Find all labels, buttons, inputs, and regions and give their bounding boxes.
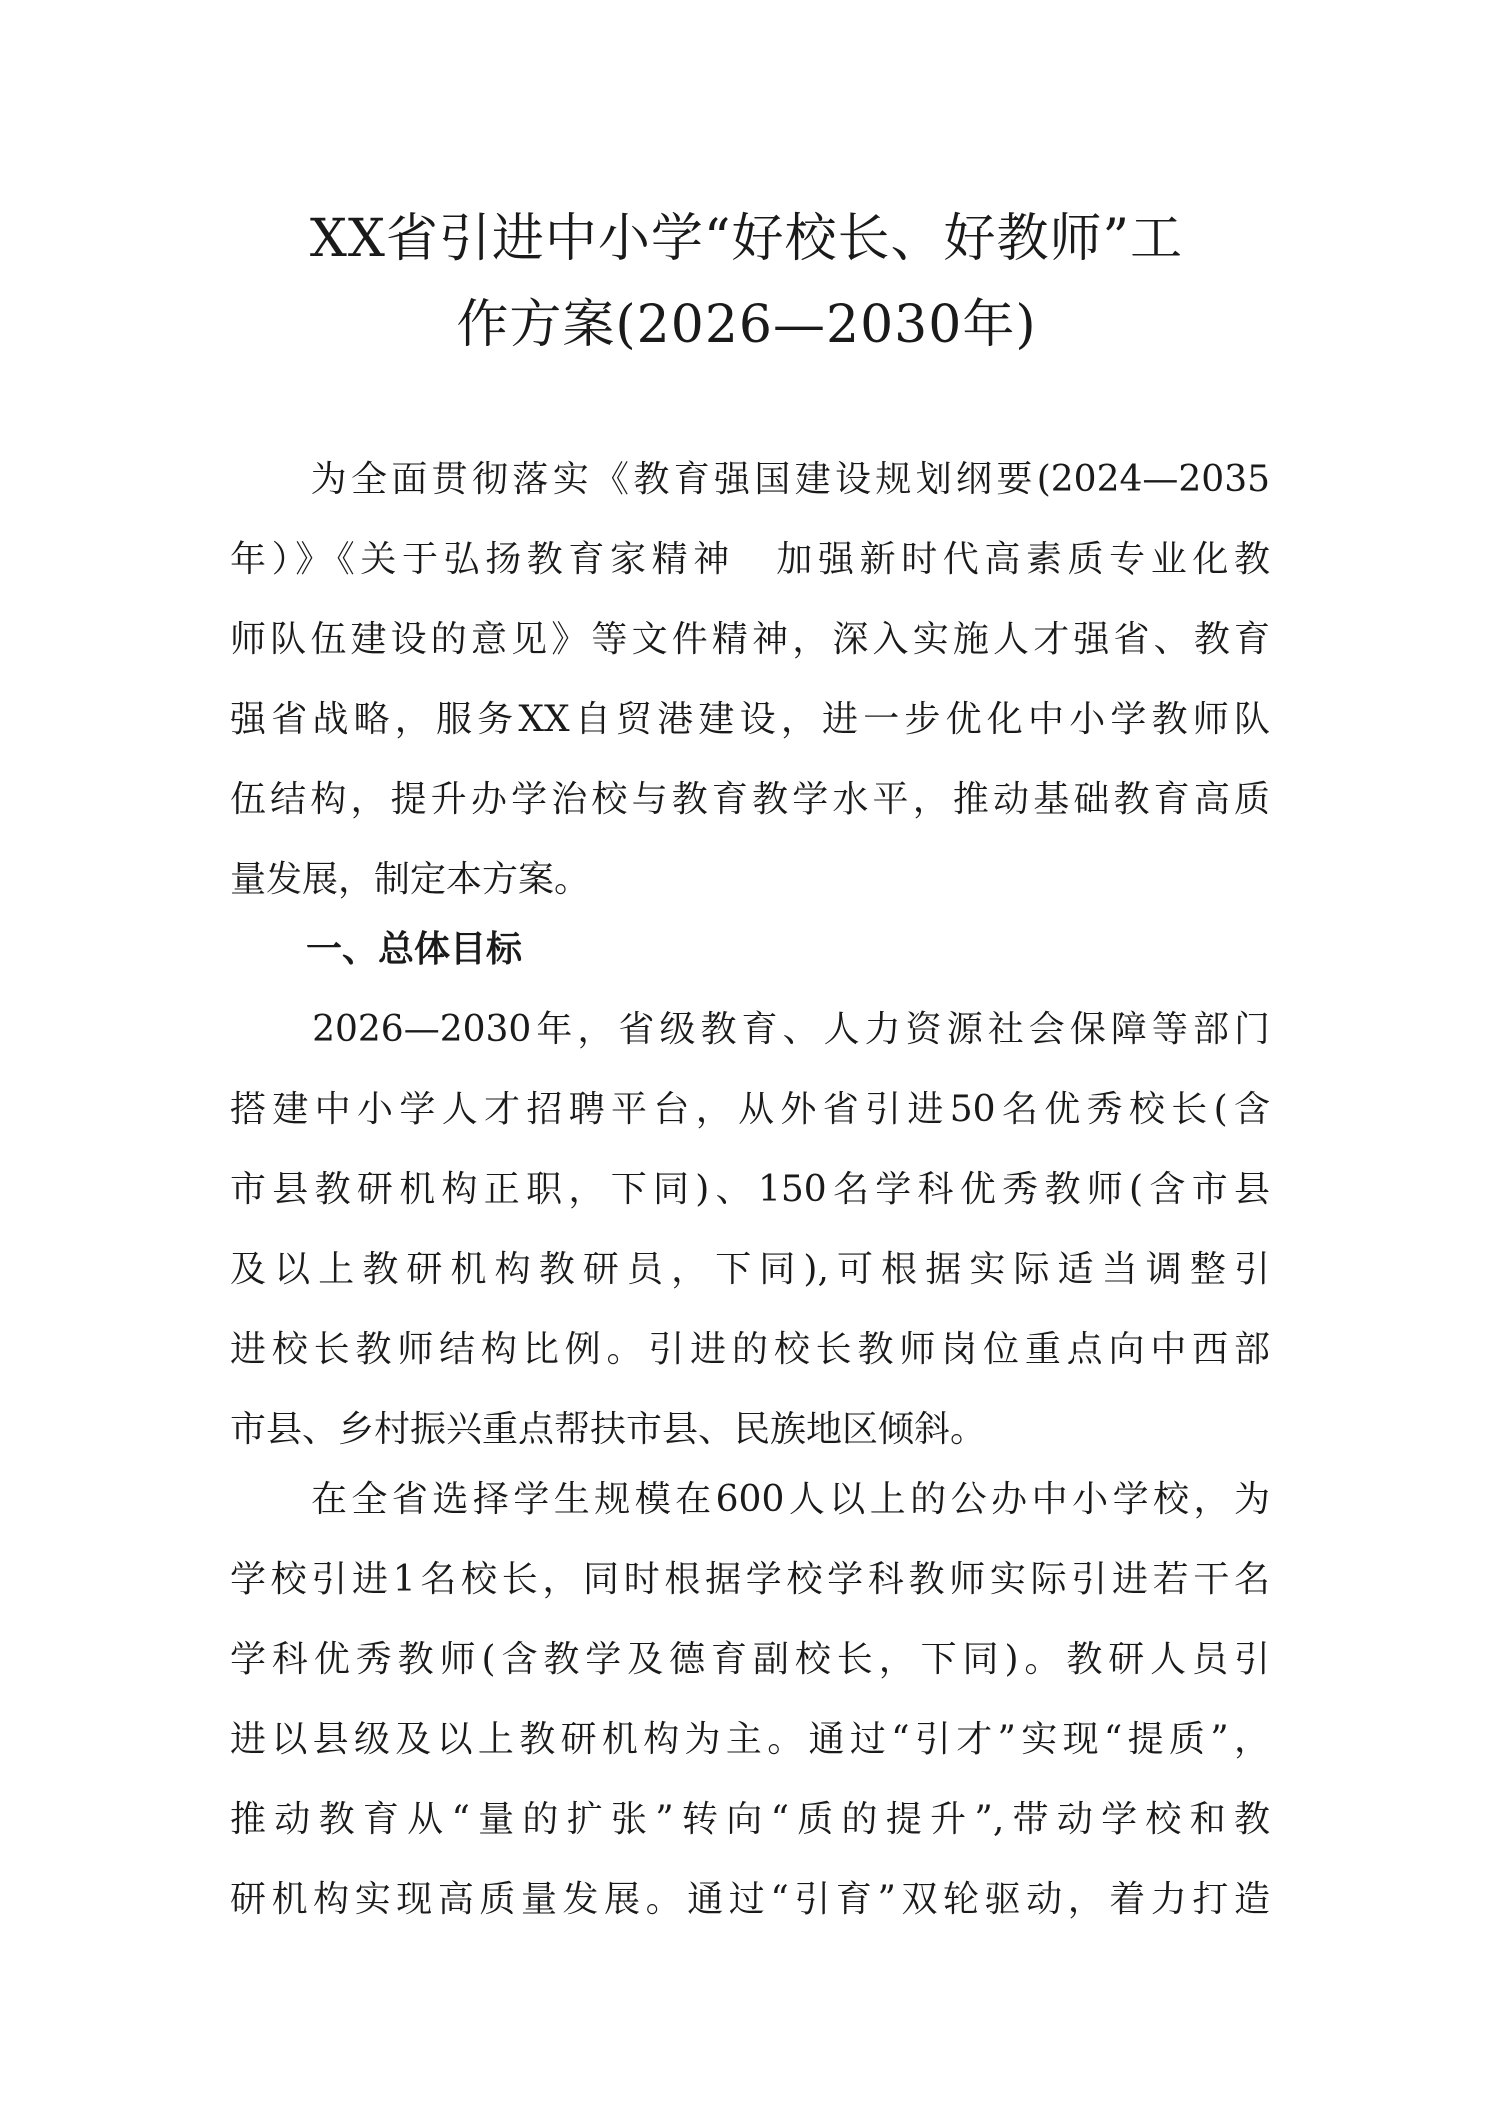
paragraph-line: 为全面贯彻落实《教育强国建设规划纲要(2024—2035 — [230, 459, 1270, 500]
paragraph-line: 2026—2030年，省级教育、人力资源社会保障等部门 — [230, 1009, 1270, 1050]
goal-paragraph-2 — [230, 1460, 1270, 1940]
paragraph-line: 及以上教研机构教研员，下同),可根据实际适当调整引 — [230, 1249, 1270, 1290]
paragraph-line: 研机构实现高质量发展。通过“引育”双轮驱动，着力打造 — [230, 1879, 1270, 1920]
document-title — [0, 196, 1493, 368]
paragraph-line: 进校长教师结构比例。引进的校长教师岗位重点向中西部 — [230, 1329, 1270, 1370]
paragraph-line: 年）》《关于弘扬教育家精神 加强新时代高素质专业化教 — [230, 539, 1270, 580]
paragraph-line: 师队伍建设的意见》等文件精神，深入实施人才强省、教育 — [230, 619, 1270, 660]
paragraph-line: 市县教研机构正职，下同)、150名学科优秀教师(含市县 — [230, 1169, 1270, 1210]
paragraph-line: 学科优秀教师(含教学及德育副校长，下同)。教研人员引 — [230, 1639, 1270, 1680]
paragraph-line: 学校引进1名校长，同时根据学校学科教师实际引进若干名 — [230, 1559, 1270, 1600]
title-line-1: XX省引进中小学“好校长、好教师”工 — [309, 209, 1184, 269]
paragraph-line: 市县、乡村振兴重点帮扶市县、民族地区倾斜。 — [230, 1409, 987, 1450]
paragraph-line: 强省战略，服务XX自贸港建设，进一步优化中小学教师队 — [230, 699, 1270, 740]
goal-paragraph-1 — [230, 990, 1270, 1470]
paragraph-line: 搭建中小学人才招聘平台，从外省引进50名优秀校长(含 — [230, 1089, 1270, 1130]
paragraph-line: 推动教育从“量的扩张”转向“质的提升”,带动学校和教 — [230, 1799, 1270, 1840]
paragraph-line: 进以县级及以上教研机构为主。通过“引才”实现“提质”， — [230, 1719, 1270, 1760]
section-heading: 一、总体目标 — [306, 929, 523, 970]
paragraph-line: 伍结构，提升办学治校与教育教学水平，推动基础教育高质 — [230, 779, 1270, 820]
title-line-2: 作方案(2026—2030年) — [456, 295, 1037, 355]
intro-paragraph — [230, 440, 1270, 920]
paragraph-line: 在全省选择学生规模在600人以上的公办中小学校，为 — [230, 1479, 1270, 1520]
paragraph-line: 量发展，制定本方案。 — [230, 859, 591, 900]
